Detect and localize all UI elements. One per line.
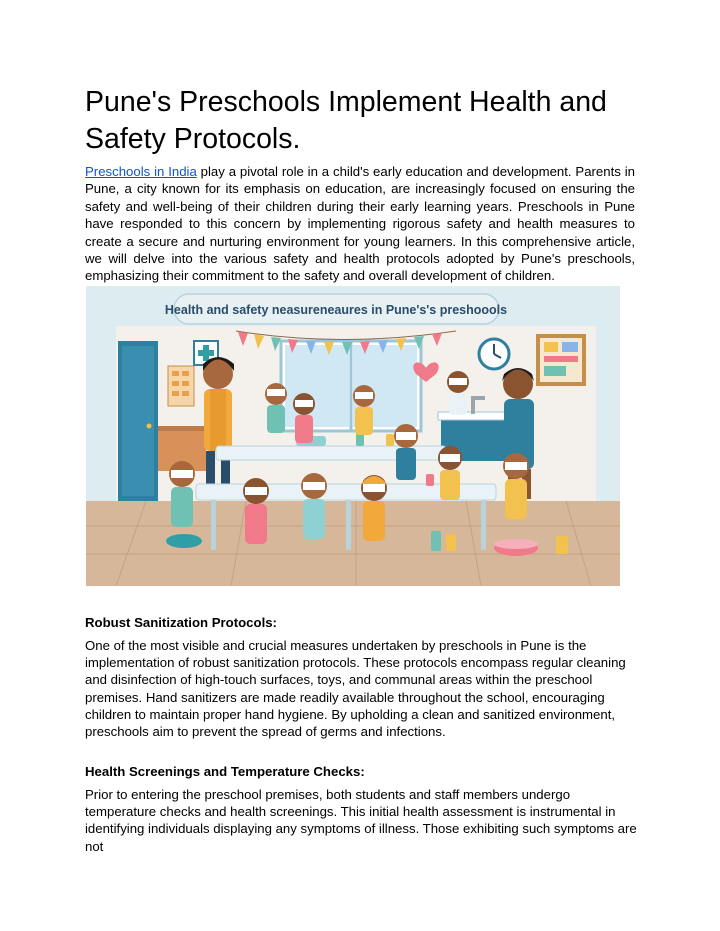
article-title: Pune's Preschools Implement Health and Safety Protocols. [85,86,607,155]
illustration-banner-text: Health and safety neasureneaures in Pune's's preshoools [164,303,508,317]
section-heading-sanitization: Robust Sanitization Protocols: [85,615,277,630]
preschools-in-india-link[interactable]: Preschools in India [85,164,197,179]
section-heading-health-screenings: Health Screenings and Temperature Checks: [85,764,365,779]
section-body-sanitization: One of the most visible and crucial measures undertaken by preschools in Pune is the implementation of robust sanitization protocols. These protocols encompass regular cleaning and disinfection of high-touch surfaces, toys, and communal areas within the preschool premises. Hand sanitizers are made readily available throughout the school, encouraging children to maintain proper hand hygiene. By upholding a clean and sanitized environment, preschools aim to prevent the spread of germs and infections. [85,638,626,740]
classroom-illustration [86,286,620,586]
intro-text: play a pivotal role in a child's early education and development. Parents in Pune, a city known for its emphasis on education, are increasingly focused on ensuring the safety and well-being of their children during their early learning years. Preschools in Pune have responded to this concern by implementing rigorous safety and health measures to create a secure and nurturing environment for young learners. In this comprehensive article, we will delve into the various safety and health protocols adopted by Pune's preschools, emphasizing their commitment to the safety and overall development of children. [85,164,635,284]
section-body-health-screenings: Prior to entering the preschool premises, both students and staff members undergo temperature checks and health screenings. This initial health assessment is instrumental in identifying individuals displaying any symptoms of illness. Those exhibiting such symptoms are not [85,787,637,854]
intro-paragraph [85,163,635,285]
